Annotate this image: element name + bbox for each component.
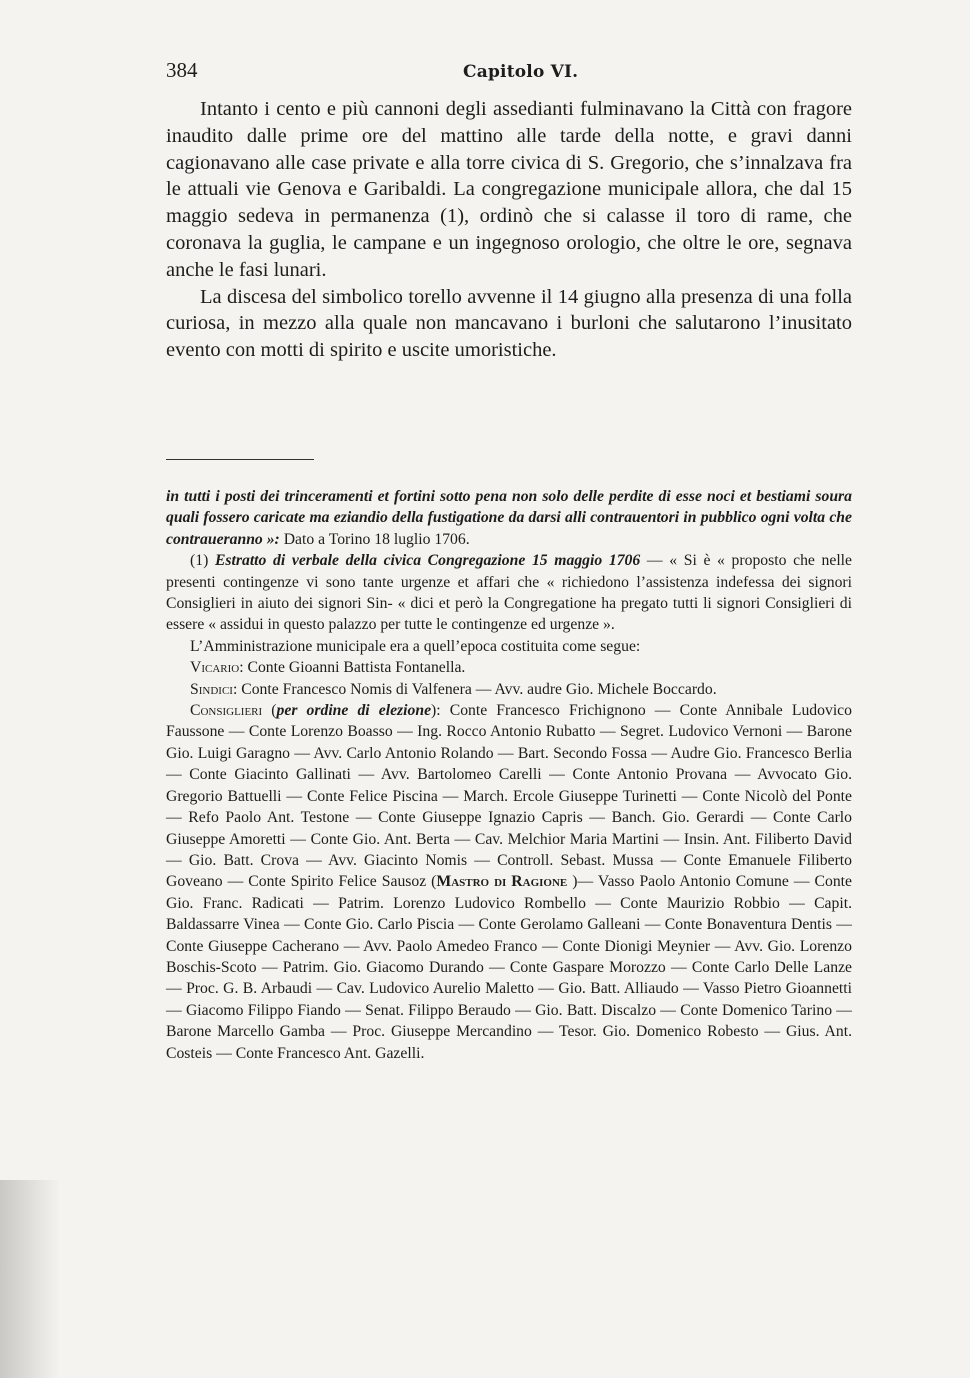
running-head: Capitolo VI.: [463, 62, 579, 82]
mastro-di-ragione: Mastro di Ragione: [436, 873, 568, 891]
consiglieri-names-2: )— Vasso Paolo Antonio Comune — Conte Gio. Franc. Radicati — Patrim. Lorenzo Ludovico Rombello — Conte Maurizio Robbio — Capit. Baldassarre Vinea — Conte Gio. Carlo Piscia — Conte Gerolamo Galleani — Conte Bonaventura Dentis — Conte Giuseppe Cacherano — Avv. Paolo Amedeo Franco — Conte Dionigi Meynier — Avv. Gio. Lorenzo Boschis-Scoto — Patrim. Gio. Giacomo Durando — Conte Gaspare Morozzo — Conte Carlo Delle Lanze — Proc. G. B. Arbaudi — Cav. Ludovico Aurelio Maletto — Gio. Batt. Alliaudo — Vasso Pietro Gioannetti — Giacomo Filippo Fiando — Senat. Filippo Beraudo — Gio. Batt. Discalzo — Conte Domenico Tarino — Barone Marcello Gamba — Proc. Giuseppe Mercandino — Tesor. Gio. Domenico Robesto — Gius. Ant. Costeis — Conte Francesco Ant. Gazelli.: [166, 873, 852, 1062]
consiglieri-list: [166, 700, 852, 1064]
decree-date: Dato a Torino 18 luglio 1706.: [279, 530, 470, 548]
footnote-1-mark: (1): [190, 552, 215, 570]
paragraph-1: Intanto i cento e più cannoni degli assedianti fulminavano la Città con fragore inaudito dalle prime ore del mattino alle tarde della notte, e gravi danni cagionavano alle case private e alla torre civica di S. Gregorio, che s’innalzava fra le attuali vie Genova e Garibaldi. La congregazione municipale allora, che dal 15 maggio sedeva in permanenza (1), ordinò che si calasse il toro di rame, che coronava la guglia, le campane e un ingegnoso orologio, che oltre le ore, segnava anche le fasi lunari.: [166, 98, 852, 281]
footnote-continuation: [166, 486, 852, 550]
page-number: 384: [166, 58, 198, 82]
footnote-1: [166, 550, 852, 636]
main-text: [166, 96, 852, 364]
sindici-text: : Conte Francesco Nomis di Valfenera — Avv. audre Gio. Michele Boccardo.: [232, 680, 717, 698]
vicario-line: [166, 657, 852, 678]
administration-intro: L’Amministrazione municipale era a quell’epoca costituita come segue:: [190, 637, 641, 655]
vicario-text: : Conte Gioanni Battista Fontanella.: [239, 659, 466, 677]
page-header: [166, 58, 852, 88]
decree-quote: in tutti i posti dei trinceramenti et fortini sotto pena non solo delle perdite di esse noci et bestiami soura quali fossero caricate ma eziandio della fustigatione da darsi alli contrauentori in pubblico ogni volta che contraueranno »:: [166, 488, 852, 548]
footnote-1-text: — « Si è « proposto che nelle presenti contingenze vi sono tante urgenze et affari che « richiedono l’assistenza indefessa dei signori Consiglieri in aiuto dei signori Sin- « dici et però la Congregatione ha pregato tutti li signori Consiglieri di essere « assidui in questo palazzo per tutte le contingenze ed urgenze ».: [166, 552, 853, 634]
sindici-line: [166, 679, 852, 700]
consiglieri-label: Consiglieri: [190, 702, 263, 720]
footnotes: [166, 486, 852, 1064]
footnote-1-source: Estratto di verbale della civica Congregazione 15 maggio 1706: [214, 552, 641, 570]
consiglieri-names-1: ): Conte Francesco Frichignono — Conte Annibale Ludovico Faussone — Conte Lorenzo Boasso — Ing. Rocco Antonio Rubatto — Segret. Ludovico Vernoni — Barone Gio. Luigi Garagno — Avv. Carlo Antonio Rolando — Bart. Secondo Fossa — Audre Gio. Francesco Berlia — Conte Giacinto Gallinati — Avv. Bartolomeo Carelli — Conte Antonio Provana — Avvocato Gio. Gregorio Battuelli — Conte Felice Piscina — March. Ercole Giuseppe Turinetti — Conte Nicolò del Ponte — Refo Paolo Ant. Testone — Conte Giuseppe Ignazio Capris — Banch. Gio. Gerardi — Conte Carlo Giuseppe Amoretti — Conte Gio. Ant. Berta — Cav. Melchior Maria Martini — Insin. Ant. Filiberto David — Gio. Batt. Crova — Avv. Giacinto Nomis — Controll. Sebast. Mussa — Conte Emanuele Filiberto Goveano — Conte Spirito Felice Sausoz (: [166, 702, 852, 891]
consiglieri-paren: (: [262, 702, 277, 720]
paragraph-2: La discesa del simbolico torello avvenne il 14 giugno alla presenza di una folla curiosa, in mezzo alla quale non mancavano i burloni che salutarono l’inusitato evento con motti di spirito e uscite umoristiche.: [166, 285, 852, 362]
binding-shadow: [0, 1180, 60, 1378]
sindici-label: Sindici: [190, 680, 233, 698]
footnote-separator: [166, 459, 314, 460]
vicario-label: Vicario: [190, 659, 240, 677]
consiglieri-order: per ordine di elezione: [276, 702, 432, 720]
